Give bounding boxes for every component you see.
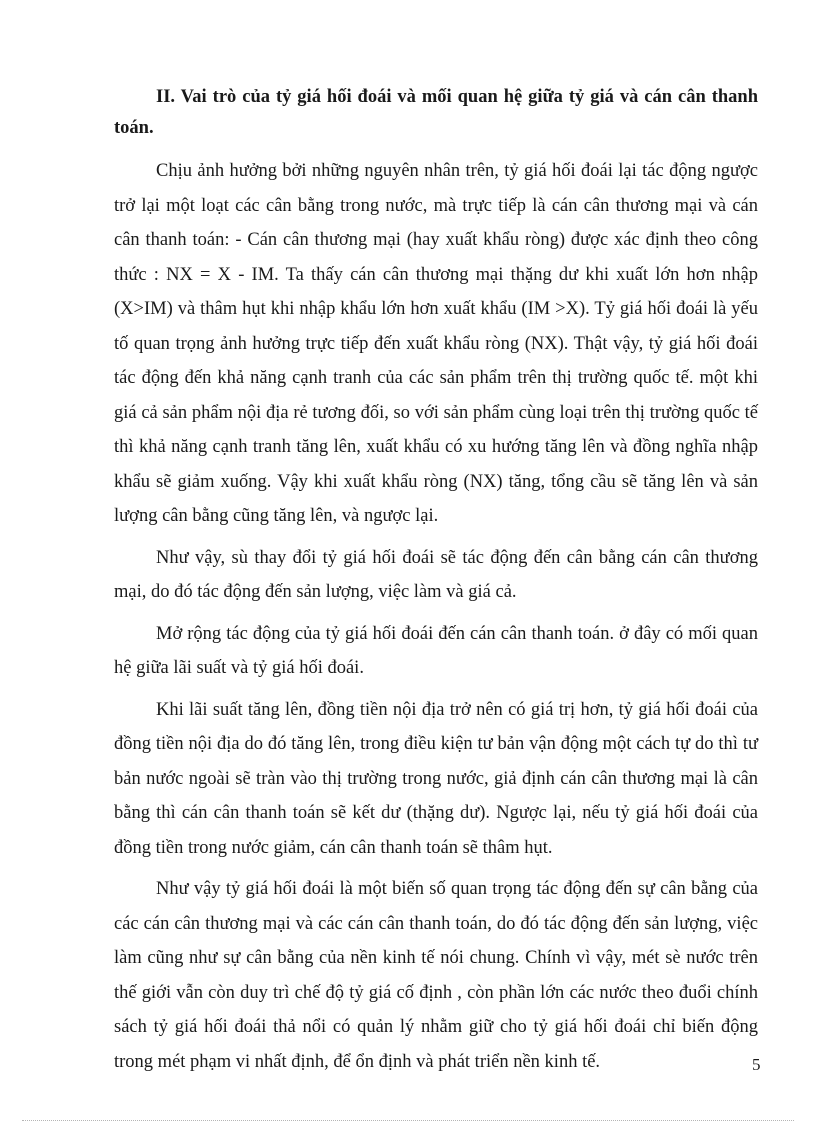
paragraph-1: Chịu ảnh hưởng bởi những nguyên nhân trên, tỷ giá hối đoái lại tác động ngược trở lại một loạt các cân bằng trong nước, mà trực tiếp là cán cân thương mại và cán cân thanh toán: - Cán cân thương mại (hay xuất khẩu ròng) được xác định theo công thức : NX = X - IM. Ta thấy cán cân thương mại thặng dư khi xuất lớn hơn nhập (X>IM) và thâm hụt khi nhập khẩu lớn hơn xuất khẩu (IM >X). Tỷ giá hối đoái là yếu tố quan trọng ảnh hưởng trực tiếp đến xuất khẩu ròng (NX). Thật vậy, tỷ giá hối đoái tác động đến khả năng cạnh tranh của các sản phẩm trên thị trường quốc tế. một khi giá cả sản phẩm nội địa rẻ tương đối, so với sản phẩm cùng loại trên thị trường quốc tế thì khả năng cạnh tranh tăng lên, xuất khẩu có xu hướng tăng lên và đồng nghĩa nhập khẩu sẽ giảm xuống. Vậy khi xuất khẩu ròng (NX) tăng, tổng cầu sẽ tăng lên và sản lượng cân bằng cũng tăng lên, và ngược lại. — [114, 161, 758, 526]
paragraph-3: Mở rộng tác động của tỷ giá hối đoái đến cán cân thanh toán. ở đây có mối quan hệ giữa lãi suất và tỷ giá hối đoái. — [114, 623, 758, 678]
paragraph-4: Khi lãi suất tăng lên, đồng tiền nội địa trở nên có giá trị hơn, tỷ giá hối đoái của đồng tiền nội địa do đó tăng lên, trong điều kiện tư bản vận động một cách tự do thì tư bản nước ngoài sẽ tràn vào thị trường trong nước, giả định cán cân thương mại là cân bằng thì cán cân thanh toán sẽ kết dư (thặng dư). Ngược lại, nếu tỷ giá hối đoái của đồng tiền trong nước giảm, cán cân thanh toán sẽ thâm hụt. — [114, 699, 758, 858]
section-heading: II. Vai trò của tỷ giá hối đoái và mối quan hệ giữa tỷ giá và cán cân thanh toán. — [114, 87, 758, 138]
document-page — [114, 82, 758, 1086]
paragraph-5: Như vậy tỷ giá hối đoái là một biến số quan trọng tác động đến sự cân bằng của các cán cân thương mại và các cán cân thanh toán, do đó tác động đến sản lượng, việc làm cũng như sự cân bằng của nền kinh tế nói chung. Chính vì vậy, mét sè nước trên thế giới vẫn còn duy trì chế độ tỷ giá cố định , còn phần lớn các nước theo đuổi chính sách tỷ giá hối đoái thả nổi có quản lý nhằm giữ cho tỷ giá hối đoái chỉ biến động trong mét phạm vi nhất định, để ổn định và phát triển nền kinh tế. — [114, 879, 758, 1072]
footer-divider — [22, 1120, 794, 1121]
paragraph-2: Như vậy, sù thay đổi tỷ giá hối đoái sẽ tác động đến cân bằng cán cân thương mại, do đó tác động đến sản lượng, việc làm và giá cả. — [114, 547, 758, 602]
page-number: 5 — [752, 1055, 761, 1074]
